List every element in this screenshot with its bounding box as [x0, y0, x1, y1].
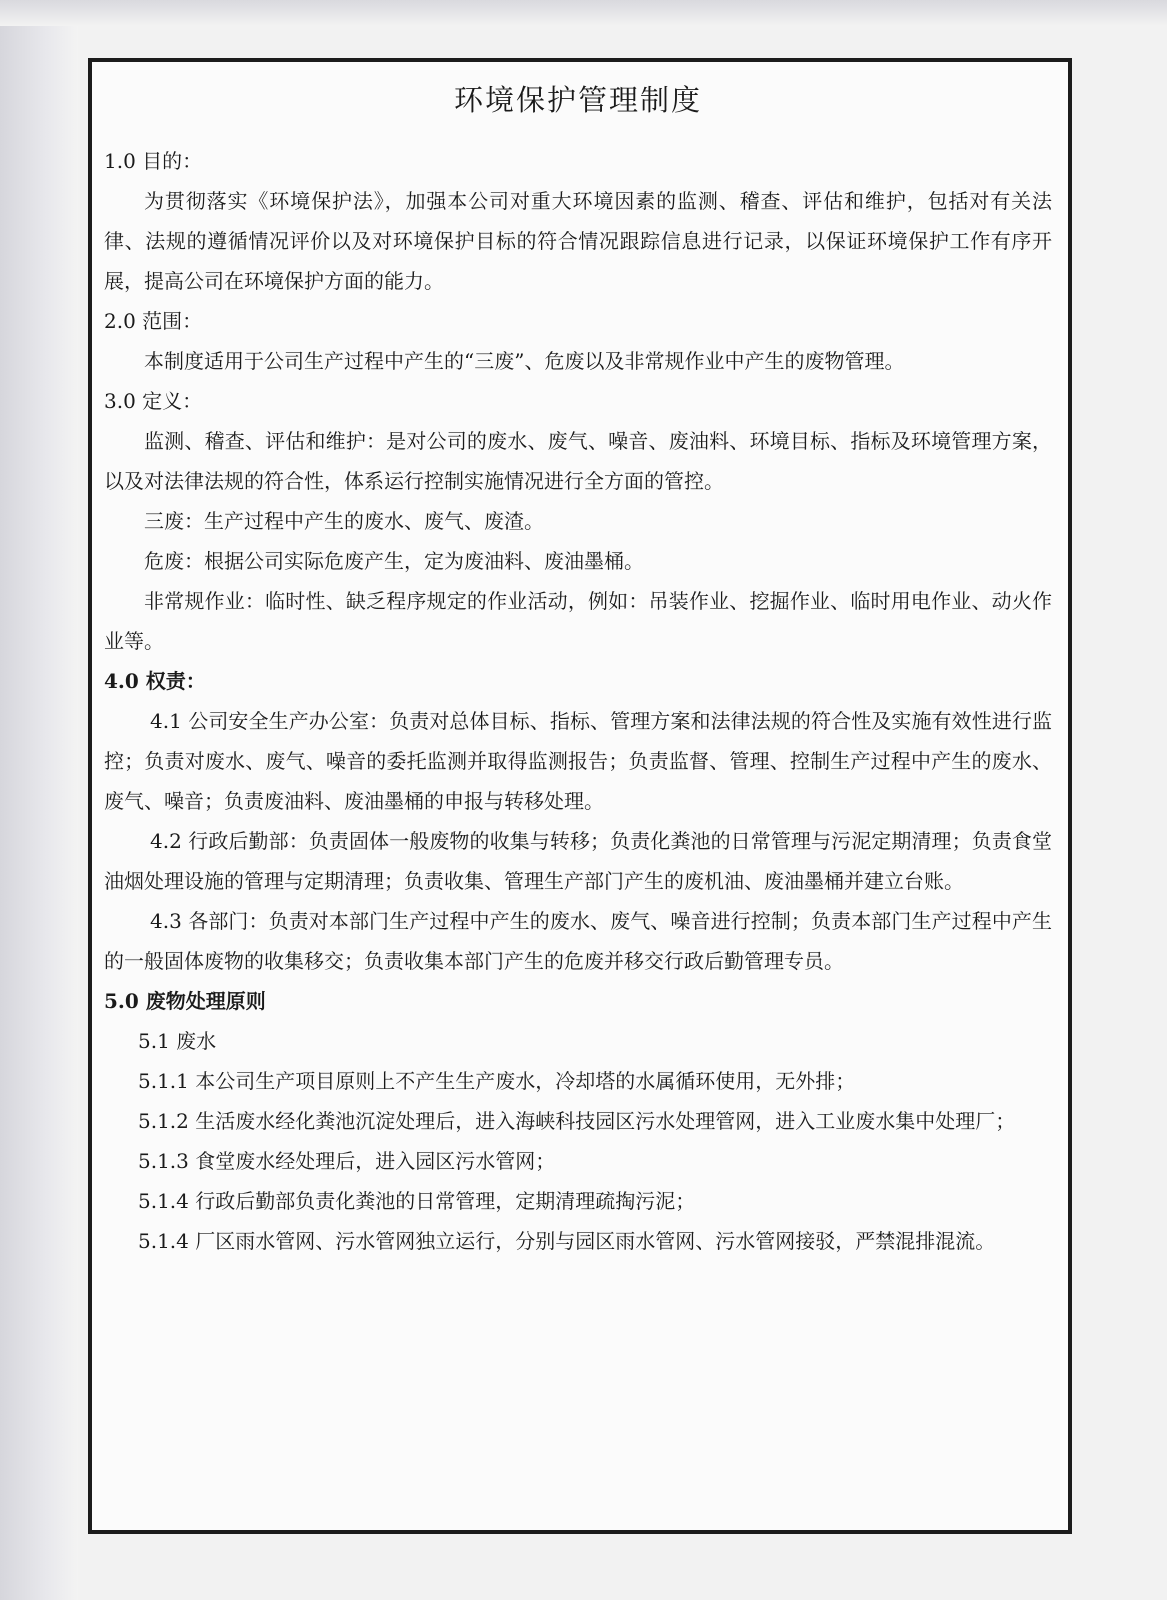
section-scope	[104, 301, 1052, 381]
section-heading-definitions: 3.0 定义：	[104, 389, 203, 413]
section-heading-waste-principles: 5.0 废物处理原则	[104, 989, 266, 1013]
purpose-text: 为贯彻落实《环境保护法》，加强本公司对重大环境因素的监测、稽查、评估和维护，包括对有关法律、法规的遵循情况评价以及对环境保护目标的符合情况跟踪信息进行记录，以保证环境保护工作有序开展，提高公司在环境保护方面的能力。	[104, 189, 1052, 293]
wastewater-item: 5.1.4 行政后勤部负责化粪池的日常管理，定期清理疏掏污泥；	[138, 1189, 696, 1213]
section-heading-scope: 2.0 范围：	[104, 309, 203, 333]
wastewater-item: 5.1.1 本公司生产项目原则上不产生生产废水，冷却塔的水属循环使用，无外排；	[138, 1069, 856, 1093]
definition-hazardous-waste: 危废：根据公司实际危废产生，定为废油料、废油墨桶。	[144, 549, 644, 573]
responsibility-admin-logistics: 4.2 行政后勤部：负责固体一般废物的收集与转移；负责化粪池的日常管理与污泥定期清理；负责食堂油烟处理设施的管理与定期清理；负责收集、管理生产部门产生的废机油、废油墨桶并建立台账。	[104, 829, 1052, 893]
wastewater-item: 5.1.4 厂区雨水管网、污水管网独立运行，分别与园区雨水管网、污水管网接驳，严禁混排混流。	[138, 1229, 996, 1253]
definition-three-wastes: 三废：生产过程中产生的废水、废气、废渣。	[144, 509, 544, 533]
section-heading-purpose: 1.0 目的：	[104, 149, 203, 173]
scope-text: 本制度适用于公司生产过程中产生的“三废”、危废以及非常规作业中产生的废物管理。	[144, 349, 905, 373]
document-title: 环境保护管理制度	[453, 83, 702, 117]
section-responsibilities	[104, 661, 1052, 981]
section-purpose	[104, 141, 1052, 301]
wastewater-item: 5.1.3 食堂废水经处理后，进入园区污水管网；	[138, 1149, 556, 1173]
wastewater-item: 5.1.2 生活废水经化粪池沉淀处理后，进入海峡科技园区污水处理管网，进入工业废水集中处理厂；	[138, 1109, 1016, 1133]
responsibility-safety-office: 4.1 公司安全生产办公室：负责对总体目标、指标、管理方案和法律法规的符合性及实施有效性进行监控；负责对废水、废气、噪音的委托监测并取得监测报告；负责监督、管理、控制生产过程中产生的废水、废气、噪音；负责废油料、废油墨桶的申报与转移处理。	[104, 709, 1052, 813]
section-waste-principles	[104, 981, 1052, 1261]
subsection-wastewater: 5.1 废水	[138, 1029, 217, 1053]
section-heading-responsibilities: 4.0 权责：	[104, 669, 206, 693]
definition-nonroutine-work: 非常规作业：临时性、缺乏程序规定的作业活动，例如：吊装作业、挖掘作业、临时用电作业、动火作业等。	[104, 589, 1052, 653]
document-page	[88, 58, 1072, 1534]
section-definitions	[104, 381, 1052, 661]
responsibility-departments: 4.3 各部门：负责对本部门生产过程中产生的废水、废气、噪音进行控制；负责本部门生产过程中产生的一般固体废物的收集移交；负责收集本部门产生的危废并移交行政后勤管理专员。	[104, 909, 1052, 973]
scan-edge-shadow	[0, 0, 78, 1600]
definition-monitoring: 监测、稽查、评估和维护：是对公司的废水、废气、噪音、废油料、环境目标、指标及环境管理方案，以及对法律法规的符合性，体系运行控制实施情况进行全方面的管控。	[104, 429, 1052, 493]
scan-top-shadow	[0, 0, 1167, 26]
